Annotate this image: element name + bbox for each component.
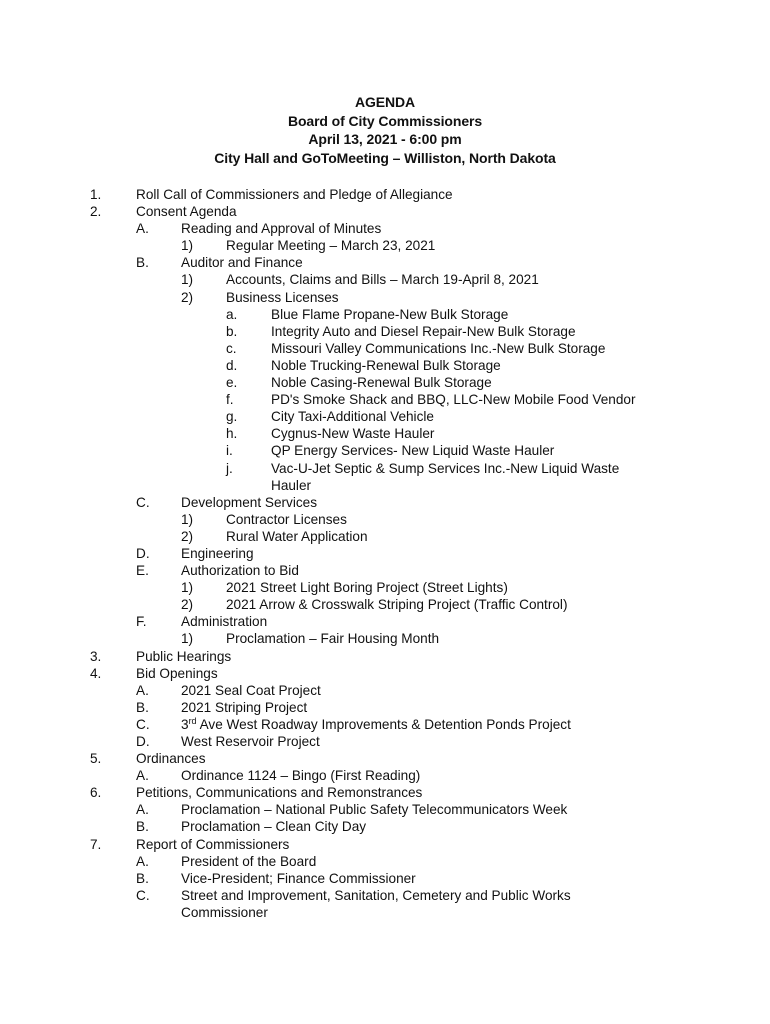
subitem-text: Development Services [181,494,317,510]
license-item [0,374,770,391]
subsubitem-text: Proclamation – Fair Housing Month [226,631,440,647]
ordinal-number: 3 [181,716,189,732]
subitem-text-continued: Commissioner [181,904,268,920]
agenda-subitem [0,887,770,904]
agenda-item [0,648,770,665]
ordinal-suffix: rd [188,715,197,726]
subsubitem-number: 1) [181,511,194,527]
subitem-text [181,716,571,733]
meeting-location: City Hall and GoToMeeting – Williston, North Dakota [214,149,556,166]
subitem-letter: A. [136,682,149,698]
agenda-subitem-continued [0,904,770,921]
subsubitem-text: 2021 Street Light Boring Project (Street Lights) [226,580,508,596]
license-letter: g. [226,409,238,425]
item-number: 6. [90,785,102,801]
license-item [0,442,770,459]
subitem-text: Reading and Approval of Minutes [181,221,382,237]
subitem-letter: C. [136,887,150,903]
agenda-item [0,784,770,801]
license-text: Missouri Valley Communications Inc.-New Bulk Storage [271,340,606,356]
subitem-text: Authorization to Bid [181,563,299,579]
item-text: Ordinances [136,751,206,767]
subitem-letter: A. [136,768,149,784]
item-number: 1. [90,187,102,202]
license-item [0,425,770,442]
subitem-letter: C. [136,716,150,732]
license-item [0,306,770,323]
subsubitem-number: 1) [181,580,194,596]
subitem-text: Administration [181,614,268,630]
subsubitem-text: Business Licenses [226,289,339,305]
agenda-subsubitem [0,511,770,528]
agenda-title: AGENDA [354,94,416,110]
agenda-item [0,203,770,220]
subitem-text: West Reservoir Project [181,734,320,749]
license-letter: b. [226,323,238,339]
license-letter: f. [226,392,234,408]
board-name: Board of City Commissioners [287,112,483,129]
license-item [0,408,770,425]
item-text: Public Hearings [136,648,232,664]
subitem-text: Ordinance 1124 – Bingo (First Reading) [181,768,421,784]
agenda-subsubitem [0,271,770,288]
subitem-text: Proclamation – Clean City Day [181,819,367,835]
agenda-subitem [0,545,770,562]
license-letter: c. [226,340,237,356]
license-letter: h. [226,426,238,442]
item-text: Report of Commissioners [136,836,290,852]
license-item-continued [0,477,770,494]
license-letter: e. [226,375,238,391]
subitem-text: President of the Board [181,853,317,869]
subitem-letter: B. [136,870,149,886]
license-text: Noble Trucking-Renewal Bulk Storage [271,357,501,373]
subsubitem-text: Accounts, Claims and Bills – March 19-April 8, 2021 [226,272,539,288]
item-number: 3. [90,648,102,664]
agenda-subitem [0,767,770,784]
agenda-subitem [0,733,770,750]
agenda-subsubitem [0,596,770,613]
subitem-text-rest: Ave West Roadway Improvements & Detention Ponds Project [196,716,571,732]
license-item [0,323,770,340]
agenda-subitem [0,254,770,271]
agenda-item [0,665,770,682]
subitem-text: Street and Improvement, Sanitation, Cemetery and Public Works [181,887,571,903]
subitem-letter: D. [136,545,150,561]
license-item [0,357,770,374]
agenda-subitem [0,870,770,887]
agenda-subitem [0,801,770,818]
subitem-text: 2021 Seal Coat Project [181,682,321,698]
subsubitem-number: 2) [181,289,194,305]
license-text: City Taxi-Additional Vehicle [271,409,434,425]
agenda-subitem [0,220,770,237]
subsubitem-number: 1) [181,631,194,647]
agenda-subitem [0,716,770,733]
license-letter: j. [226,460,233,476]
agenda-header [0,93,770,167]
subsubitem-number: 2) [181,528,194,544]
agenda-item [0,186,770,203]
license-text: Cygnus-New Waste Hauler [271,426,435,442]
agenda-list [0,186,770,921]
agenda-subsubitem [0,630,770,647]
subsubitem-text: Contractor Licenses [226,511,347,527]
agenda-item [0,836,770,853]
agenda-subsubitem [0,528,770,545]
item-number: 4. [90,665,102,681]
subitem-letter: B. [136,699,149,715]
meeting-date-time: April 13, 2021 - 6:00 pm [308,131,462,147]
agenda-subitem [0,613,770,630]
subitem-letter: B. [136,255,149,271]
subitem-text: Engineering [181,545,254,561]
agenda-subitem [0,699,770,716]
subitem-text: Proclamation – National Public Safety Telecommunicators Week [181,802,568,818]
license-text-continued: Hauler [271,477,312,493]
agenda-subitem [0,818,770,835]
license-letter: a. [226,306,238,322]
item-number: 5. [90,751,102,767]
subitem-letter: F. [136,614,147,630]
license-text: QP Energy Services- New Liquid Waste Hauler [271,443,555,459]
subitem-letter: B. [136,819,149,835]
license-text: Noble Casing-Renewal Bulk Storage [271,375,492,391]
subitem-text: Auditor and Finance [181,255,303,271]
agenda-subitem [0,853,770,870]
subitem-text: Vice-President; Finance Commissioner [181,870,416,886]
subsubitem-number: 1) [181,238,194,254]
item-text: Consent Agenda [136,204,237,220]
license-item [0,460,770,477]
subitem-text: 2021 Striping Project [181,699,308,715]
agenda-subsubitem [0,289,770,306]
item-text: Petitions, Communications and Remonstrances [136,785,423,801]
license-letter: d. [226,357,238,373]
item-number: 7. [90,836,102,852]
subitem-letter: E. [136,563,149,579]
subsubitem-text: Rural Water Application [226,528,368,544]
subsubitem-text: Regular Meeting – March 23, 2021 [226,238,436,254]
item-text: Bid Openings [136,665,218,681]
agenda-subsubitem [0,237,770,254]
license-letter: i. [226,443,233,459]
subsubitem-text: 2021 Arrow & Crosswalk Striping Project (Traffic Control) [226,597,568,613]
subitem-letter: A. [136,221,149,237]
subsubitem-number: 2) [181,597,194,613]
license-item [0,340,770,357]
license-text: Blue Flame Propane-New Bulk Storage [271,306,509,322]
item-text: Roll Call of Commissioners and Pledge of Allegiance [136,187,453,202]
license-text: Integrity Auto and Diesel Repair-New Bulk Storage [271,323,576,339]
agenda-subitem [0,682,770,699]
item-number: 2. [90,204,102,220]
agenda-subsubitem [0,579,770,596]
agenda-subitem [0,494,770,511]
license-text: PD's Smoke Shack and BBQ, LLC-New Mobile Food Vendor [271,392,636,408]
license-item [0,391,770,408]
subitem-letter: C. [136,494,150,510]
subsubitem-number: 1) [181,272,194,288]
subitem-letter: D. [136,734,150,749]
subitem-letter: A. [136,853,149,869]
agenda-subitem [0,562,770,579]
subitem-letter: A. [136,802,149,818]
agenda-item [0,750,770,767]
license-text: Vac-U-Jet Septic & Sump Services Inc.-New Liquid Waste [271,460,620,476]
